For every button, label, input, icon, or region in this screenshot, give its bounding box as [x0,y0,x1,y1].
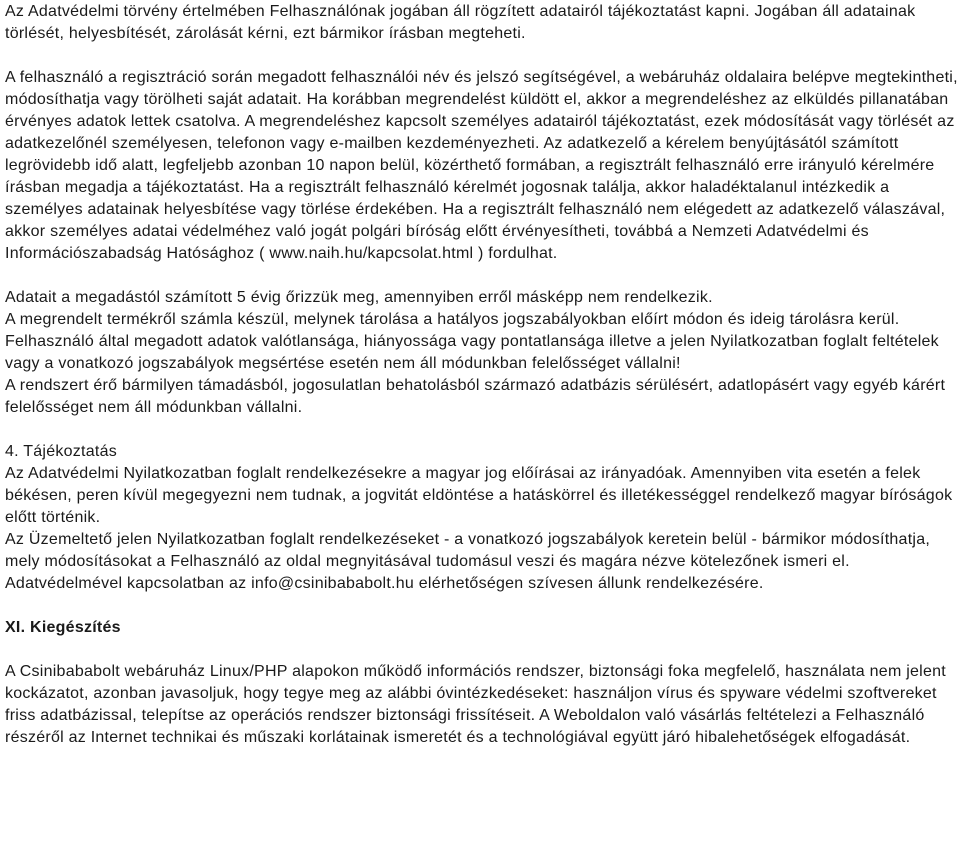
governing-law-paragraph: Az Adatvédelmi Nyilatkozatban foglalt rendelkezésekre a magyar jog előírásai az irányadóak. Amennyiben vita esetén a felek békésen, peren kívül megegyezni nem tudnak, a jogvitát eldöntése a hatáskörrel és illetékességgel rendelkező magyar bíróságok előtt történik. [5,465,953,526]
rights-paragraph: Az Adatvédelmi törvény értelmében Felhasználónak jogában áll rögzített adatairól tájékoztatást kapni. Jogában áll adatainak törlését, helyesbítését, zárolását kérni, ezt bármikor írásban megteheti. [5,3,916,42]
system-security-paragraph: A Csinibababolt webáruház Linux/PHP alapokon működő információs rendszer, biztonsági foka megfelelő, használata nem jelent kockázatot, azonban javasoljuk, hogy tegye meg az alábbi óvintézkedéseket: használjon vírus és spyware védelmi szoftvereket friss adatbázissal, telepítse az operációs rendszer biztonsági frissítéseit. A Weboldalon való vásárlás feltételezi a Felhasználó részéről az Internet technikai és műszaki korlátainak ismeretét és a technológiával együtt járó hibalehetőségek elfogadását. [5,663,946,746]
modification-paragraph: Az Üzemeltető jelen Nyilatkozatban foglalt rendelkezéseket - a vonatkozó jogszabályok keretein belül - bármikor módosíthatja, mely módosításokat a Felhasználó az oldal megnyitásával tudomásul veszi és magára nézve kötelezőnek ismeri el. [5,531,931,570]
contact-paragraph: Adatvédelmével kapcsolatban az info@csinibababolt.hu elérhetőségen szívesen állunk rendelkezésére. [5,575,764,592]
spacer [5,45,960,67]
spacer [5,265,960,287]
spacer [5,595,960,617]
section-heading-tajekoztatas: 4. Tájékoztatás [5,443,117,460]
spacer [5,419,960,441]
security-liability-paragraph: A rendszert érő bármilyen támadásból, jogosulatlan behatolásból származó adatbázis sérülésért, adatlopásért vagy egyéb kárért felelősséget nem áll módunkban vállalni. [5,377,946,416]
section-heading-kiegeszites: XI. Kiegészítés [5,619,121,636]
spacer [5,639,960,661]
invoice-paragraph: A megrendelt termékről számla készül, melynek tárolása a hatályos jogszabályokban előírt módon és ideig tárolásra kerül. [5,311,900,328]
user-data-management-paragraph: A felhasználó a regisztráció során megadott felhasználói név és jelszó segítségével, a webáruház oldalaira belépve megtekintheti, módosíthatja vagy törölheti saját adatait. Ha korábban megrendelést küldött el, akkor a megrendeléshez az elküldés pillanatában érvényes adatok lettek csatolva. A megrendeléshez kapcsolt személyes adatairól tájékoztatást, ezek módosítását vagy törlését az adatkezelőnél személyesen, telefonon vagy e-mailben kezdeményezheti. Az adatkezelő a kérelem benyújtásától számított legrövidebb idő alatt, legfeljebb azonban 10 napon belül, közérthető formában, a regisztrált felhasználó erre irányuló kérelmére írásban megadja a tájékoztatást. Ha a regisztrált felhasználó kérelmét jogosnak találja, akkor haladéktalanul intézkedik a személyes adatainak helyesbítése vagy törlése érdekében. Ha a regisztrált felhasználó nem elégedett az adatkezelő válaszával, akkor személyes adatai védelméhez való jogát polgári bíróság előtt érvényesítheti, továbbá a Nemzeti Adatvédelmi és Információszabadság Hatósághoz ( www.naih.hu/kapcsolat.html ) fordulhat. [5,69,958,262]
liability-paragraph: Felhasználó által megadott adatok valótlansága, hiányossága vagy pontatlansága illetve a jelen Nyilatkozatban foglalt feltételek vagy a vonatkozó jogszabályok megsértése esetén nem áll módunkban felelősséget vállalni! [5,333,939,372]
retention-paragraph: Adatait a megadástól számított 5 évig őrizzük meg, amennyiben erről másképp nem rendelkezik. [5,289,713,306]
